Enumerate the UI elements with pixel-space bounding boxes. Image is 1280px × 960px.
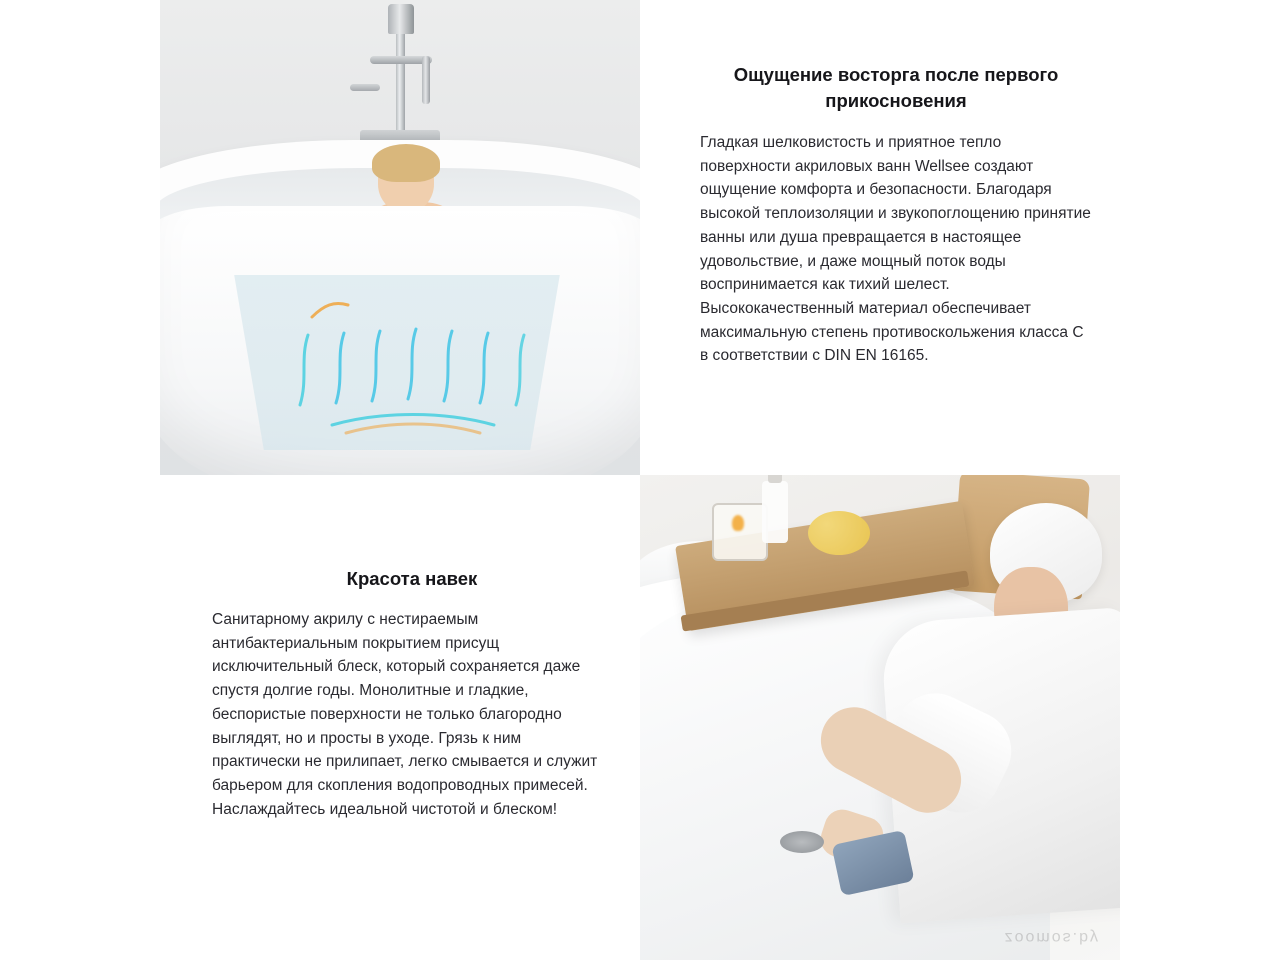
bath-child-photo: [160, 0, 640, 475]
spray-bottle: [762, 481, 788, 543]
spray-bottle-cap: [768, 475, 782, 483]
faucet-post: [396, 18, 405, 136]
top-text-block: [700, 62, 1092, 368]
faucet-handle: [350, 84, 380, 91]
candle-flame: [732, 515, 744, 531]
watermark: zoomos.by: [1004, 929, 1100, 946]
bathtub-drain: [780, 831, 824, 853]
bottom-heading: Красота навек: [346, 568, 478, 589]
faucet-head: [388, 4, 414, 34]
heat-wave-overlay: [212, 275, 582, 450]
top-heading: Ощущение восторга после первого прикосновения: [733, 64, 1059, 111]
faucet-spout-drop: [422, 56, 430, 104]
top-body-text: Гладкая шелковистость и приятное тепло поверхности акриловых ванн Wellsee создают ощущение комфорта и безопасности. Благодаря высокой теплоизоляции и звукопоглощению принятие ванны или душа превращается в настоящее удовольствие, и даже мощный поток воды воспринимается как тихий шелест. Высококачественный материал обеспечивает максимальную степень противоскольжения класса C в соответствии с DIN EN 16165.: [700, 134, 1091, 365]
section-top: [0, 0, 1280, 475]
bottom-body-text: Санитарному акрилу с нестираемым антибактериальным покрытием присущ исключительный блеск, который сохраняется даже спустя долгие годы. Монолитные и гладкие, беспористые поверхности не только благородно выглядят, но и просты в уходе. Грязь к ним практически не прилипает, легко смывается и служит барьером для скопления водопроводных примесей. Наслаждайтесь идеальной чистотой и блеском!: [212, 611, 598, 818]
candle-jar: [712, 503, 768, 561]
child-hair: [372, 144, 440, 182]
natural-sponge: [808, 511, 870, 555]
section-bottom: [0, 475, 1280, 960]
bath-cleaning-photo: [640, 475, 1120, 960]
bottom-text-block: [212, 568, 612, 821]
